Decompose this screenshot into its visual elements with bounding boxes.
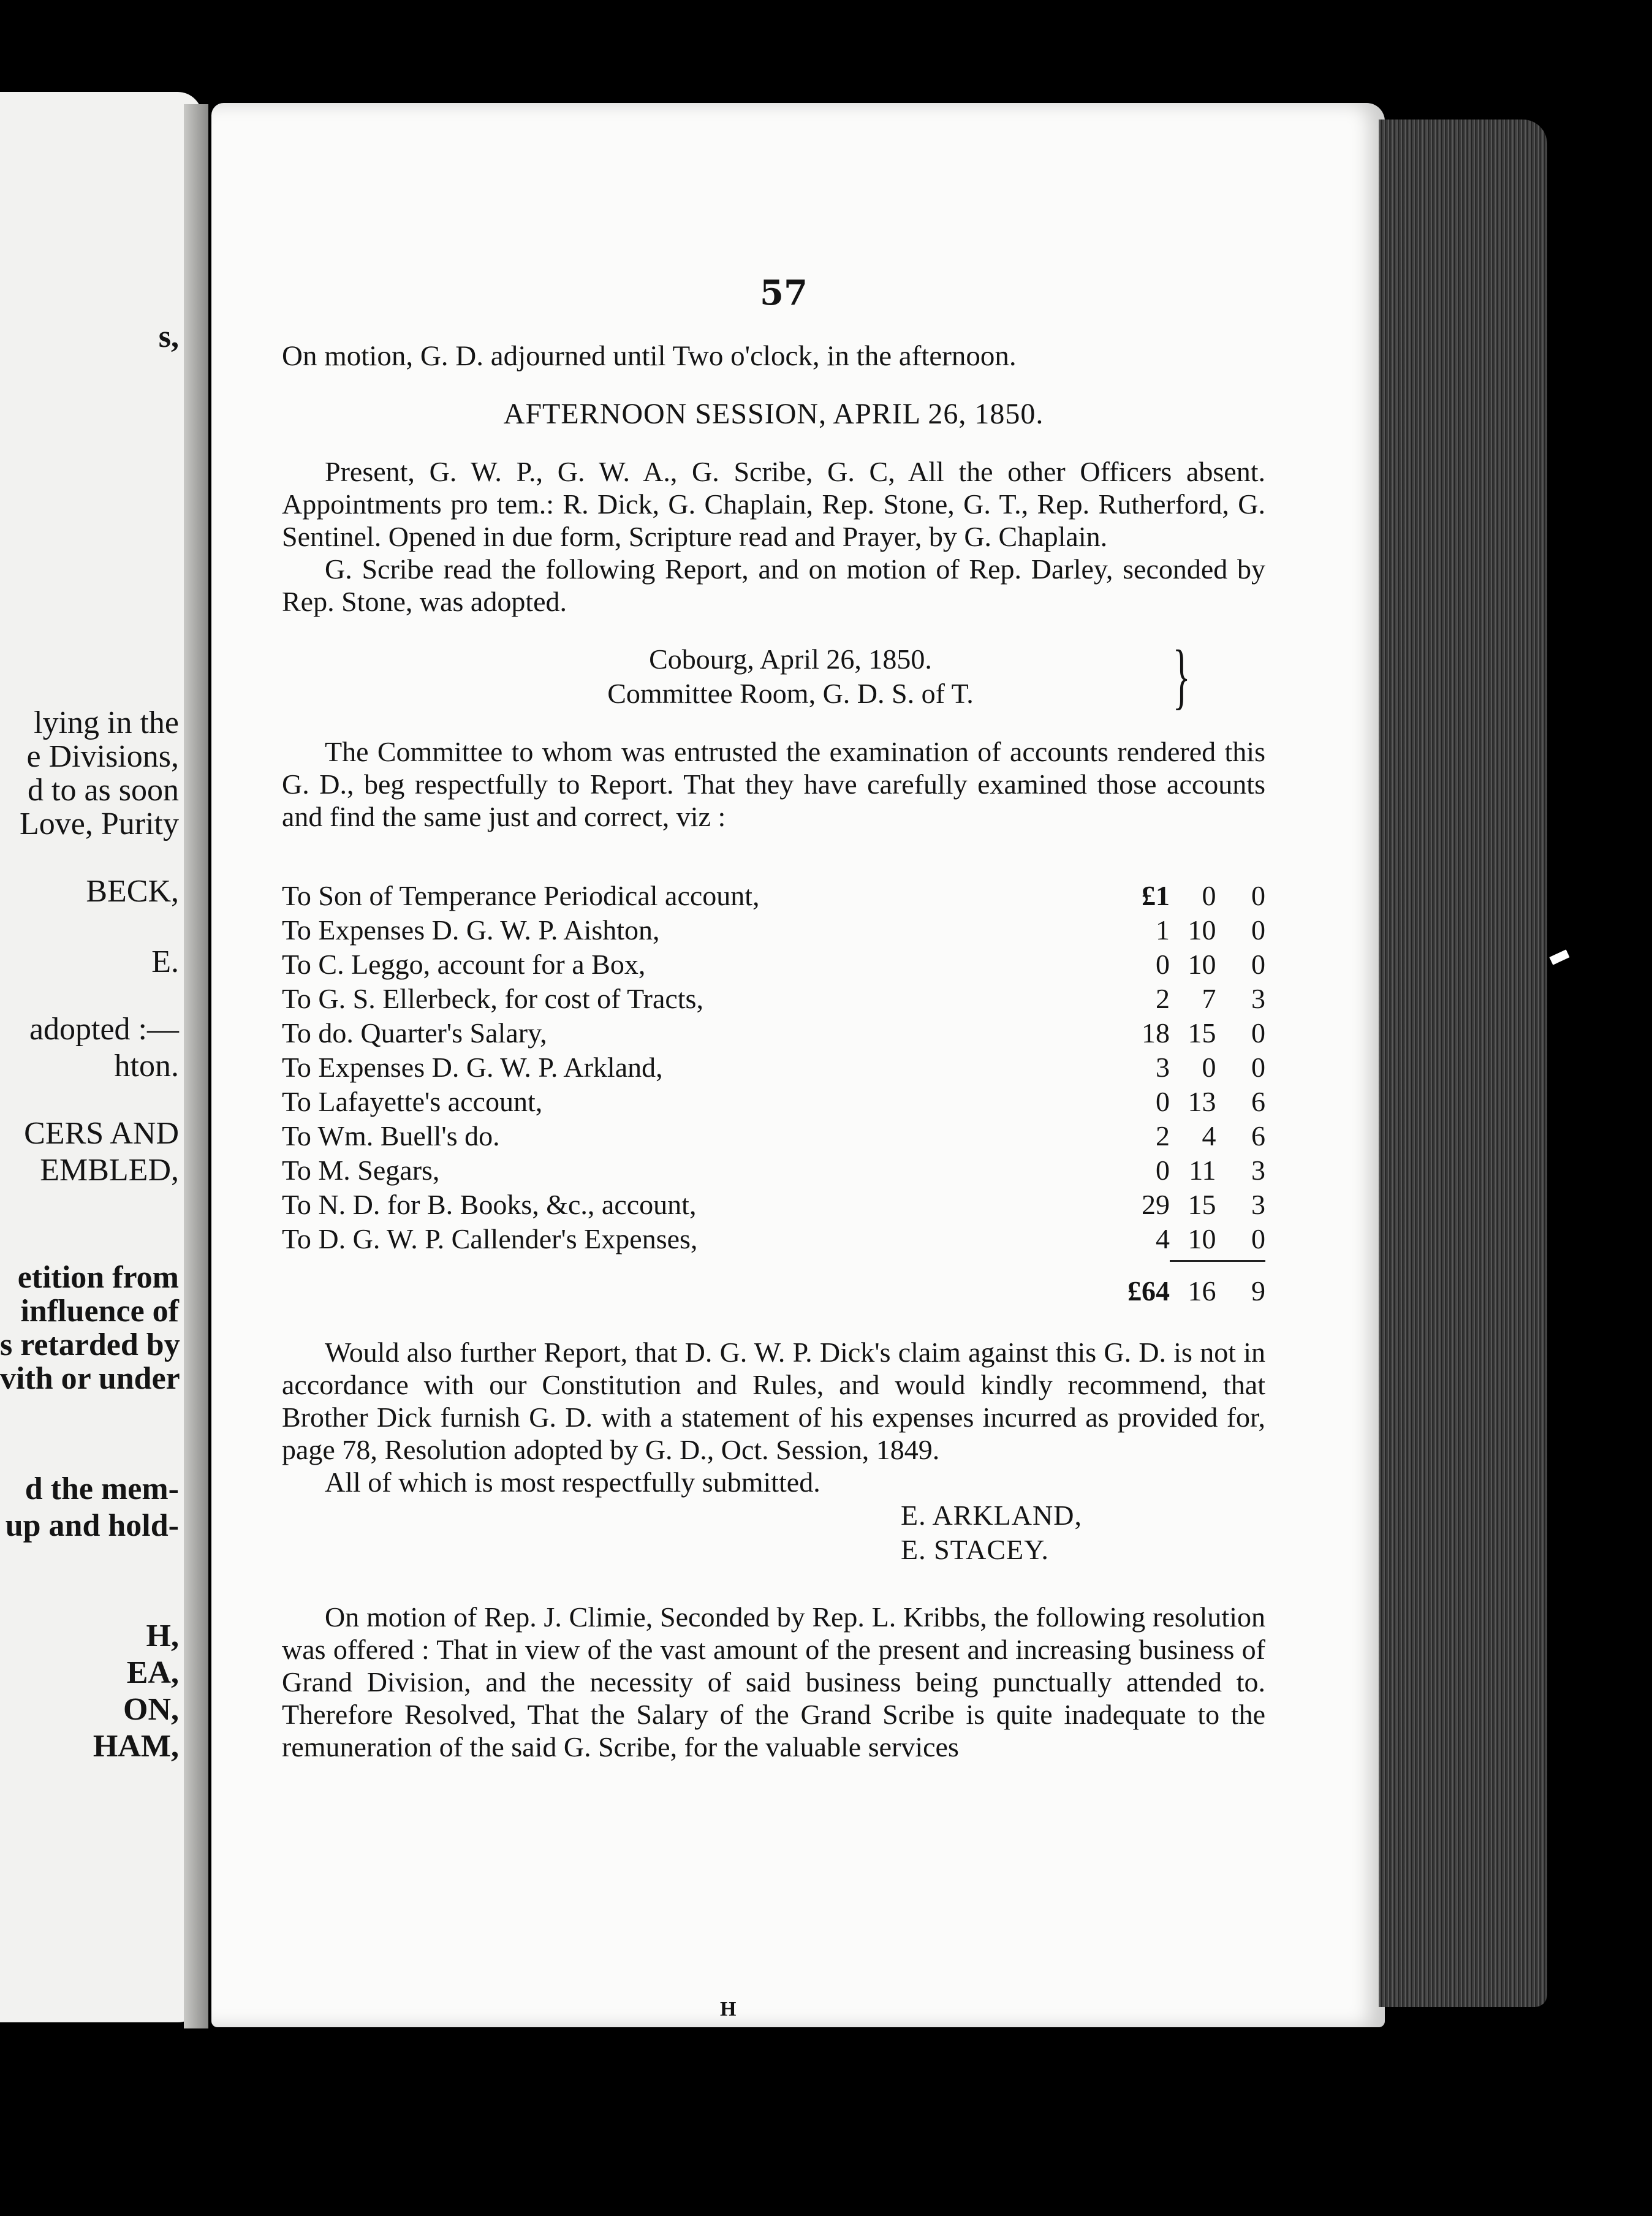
left-page-line: d the mem- [25,1471,179,1506]
total-pence: 9 [1251,1275,1265,1307]
account-pounds: 0 [1156,949,1170,980]
signature-arkland: E. ARKLAND, [901,1500,1082,1531]
left-page-line: e Divisions, [26,739,179,774]
session-heading: AFTERNOON SESSION, APRIL 26, 1850. [503,398,1044,430]
account-item: To Lafayette's account, [282,1086,543,1117]
committee-paragraph: The Committee to whom was entrusted the examination of accounts rendered this G. D., beg respectfully to Report. That they have carefully examined those accounts and find the same just and correct, viz : [282,736,1265,832]
account-pounds: 3 [1156,1052,1170,1083]
account-pounds: 1 [1156,914,1170,946]
account-shillings: 0 [1202,880,1216,911]
scribe-read-paragraph: G. Scribe read the following Report, and on motion of Rep. Darley, seconded by Rep. Stone, was adopted. [282,553,1265,617]
total-shillings: 16 [1188,1275,1216,1307]
left-page-line: EMBLED, [40,1153,179,1188]
account-item: To Expenses D. G. W. P. Arkland, [282,1052,663,1083]
account-item: To Wm. Buell's do. [282,1120,500,1152]
dateline-block [282,635,1265,716]
account-pounds: 2 [1156,1120,1170,1152]
account-pence: 0 [1251,1017,1265,1049]
left-page-line: etition from [17,1260,179,1295]
account-pounds: £1 [1142,880,1170,911]
account-row [282,1188,1265,1222]
left-page-line: E. [151,944,179,979]
scan-mark [1549,949,1569,965]
left-page-gutter [184,104,208,2028]
account-row [282,1222,1265,1256]
account-pence: 0 [1251,914,1265,946]
book-page-edges [1379,120,1547,2007]
account-item: To C. Leggo, account for a Box, [282,949,646,980]
accounts-rule-row [282,1256,1265,1261]
signature-mark: H [720,1998,737,2021]
account-row [282,947,1265,982]
page-content [282,257,1265,1763]
account-pounds: 2 [1156,983,1170,1014]
account-shillings: 15 [1188,1017,1216,1049]
account-pounds: 4 [1156,1223,1170,1254]
left-page-line: HAM, [93,1729,179,1764]
total-rule [1170,1256,1265,1261]
account-row [282,1050,1265,1085]
signature-stacey: E. STACEY. [901,1534,1049,1565]
account-item: To do. Quarter's Salary, [282,1017,547,1049]
accounts-table [282,879,1265,1308]
signatures [901,1498,1265,1567]
page-number: 57 [760,273,808,313]
account-item: To N. D. for B. Books, &c., account, [282,1189,697,1220]
account-pounds: 18 [1142,1017,1170,1049]
left-page-line: lying in the [34,705,179,740]
accounts-total-row [282,1261,1265,1309]
further-report-paragraph: Would also further Report, that D. G. W. P. Dick's claim against this G. D. is not in accordance with our Constitution and Rules, and would kindly recommend, that Brother Dick furnish G. D. with a statement of his expenses incurred as provided for, page 78, Resolution adopted by G. D., Oct. Session, 1849. [282,1337,1265,1465]
left-page-line: vith or under [0,1361,180,1396]
account-row [282,1153,1265,1188]
left-page-line: adopted :— [29,1012,179,1047]
account-row [282,982,1265,1016]
account-pounds: 0 [1156,1155,1170,1186]
adjourn-line: On motion, G. D. adjourned until Two o'clock, in the afternoon. [282,340,1017,372]
account-row [282,1085,1265,1119]
motion-paragraph: On motion of Rep. J. Climie, Seconded by Rep. L. Kribbs, the following resolution was offered : That in view of the vast amount of the present and increasing business of Grand Division, and the necessity of said business being punctually attended to. Therefore Resolved, That the Salary of the Grand Scribe is quite inadequate to the remuneration of the said G. Scribe, for the valuable services [282,1601,1265,1763]
account-shillings: 11 [1189,1155,1216,1186]
account-pence: 0 [1251,1223,1265,1254]
account-row [282,1016,1265,1050]
dateline-place: Cobourg, April 26, 1850. [649,643,932,675]
account-item: To M. Segars, [282,1155,440,1186]
account-item: To Son of Temperance Periodical account, [282,880,760,911]
left-page-line: CERS AND [24,1116,179,1151]
account-pence: 3 [1251,983,1265,1014]
account-pounds: 0 [1156,1086,1170,1117]
account-pence: 0 [1251,949,1265,980]
brace-icon: } [1172,635,1191,716]
left-page-line: EA, [126,1655,179,1690]
account-shillings: 4 [1202,1120,1216,1152]
left-page-line: H, [146,1618,179,1653]
left-page-line: ON, [123,1692,179,1727]
account-pence: 3 [1251,1189,1265,1220]
left-page-line: d to as soon [28,773,179,808]
left-page-line: BECK, [86,874,179,909]
left-page-line: Love, Purity [20,806,179,841]
account-shillings: 0 [1202,1052,1216,1083]
account-item: To Expenses D. G. W. P. Aishton, [282,914,660,946]
left-page-line: hton. [114,1049,179,1083]
account-pence: 6 [1251,1086,1265,1117]
account-shillings: 10 [1188,949,1216,980]
left-page-line: influence of [20,1294,179,1329]
account-pence: 0 [1251,880,1265,911]
account-row [282,879,1265,913]
dateline-room: Committee Room, G. D. S. of T. [607,678,974,709]
account-pounds: 29 [1142,1189,1170,1220]
account-shillings: 10 [1188,1223,1216,1254]
submitted-line: All of which is most respectfully submitted. [325,1467,820,1498]
account-row [282,913,1265,947]
present-paragraph: Present, G. W. P., G. W. A., G. Scribe, G. C, All the other Officers absent. Appointments pro tem.: R. Dick, G. Chaplain, Rep. Stone, G. T., Rep. Rutherford, G. Sentinel. Opened in due form, Scripture read and Prayer, by G. Chaplain. [282,456,1265,552]
account-pence: 6 [1251,1120,1265,1152]
account-pence: 3 [1251,1155,1265,1186]
account-item: To D. G. W. P. Callender's Expenses, [282,1223,698,1254]
total-pounds: £64 [1127,1275,1170,1307]
account-pence: 0 [1251,1052,1265,1083]
left-page-line: s retarded by [0,1327,180,1362]
account-item: To G. S. Ellerbeck, for cost of Tracts, [282,983,703,1014]
account-shillings: 15 [1188,1189,1216,1220]
account-shillings: 10 [1188,914,1216,946]
account-shillings: 13 [1188,1086,1216,1117]
account-shillings: 7 [1202,983,1216,1014]
left-page-line: up and hold- [5,1508,179,1543]
left-page-line: s, [158,319,179,354]
account-row [282,1119,1265,1153]
